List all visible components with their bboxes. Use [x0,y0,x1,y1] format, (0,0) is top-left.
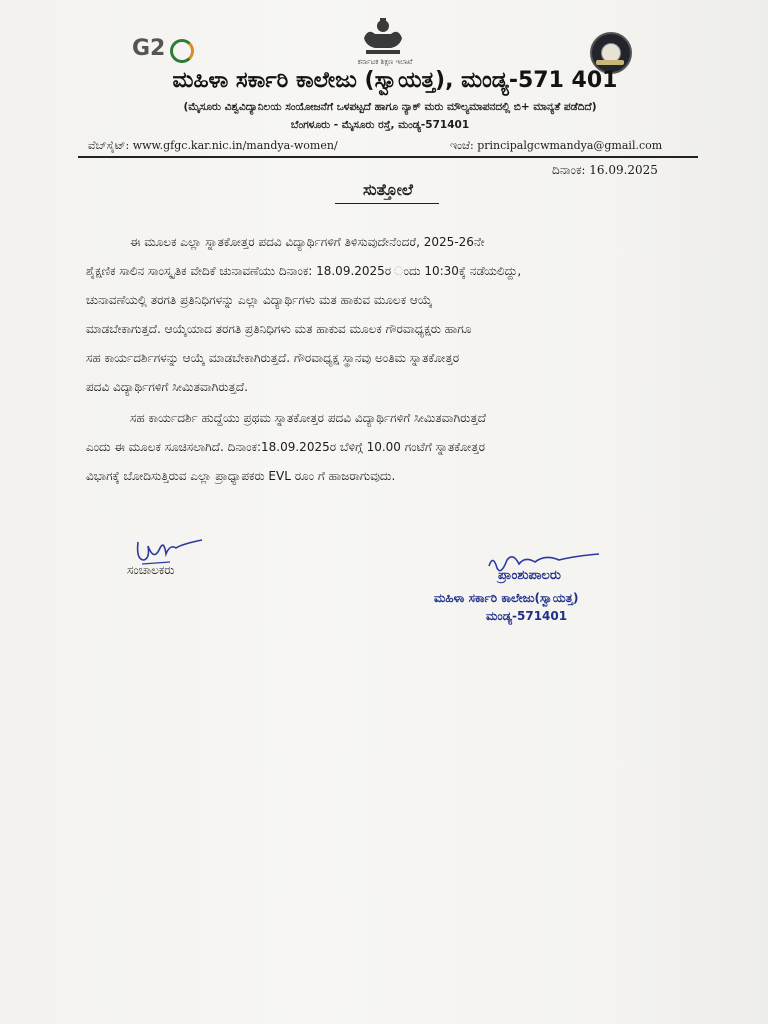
website-link[interactable]: www.gfgc.kar.nic.in/mandya-women/ [132,139,338,152]
paragraph-line: ಈ ಮೂಲಕ ಎಲ್ಲಾ ಸ್ನಾತಕೋತ್ತರ ಪದವಿ ವಿದ್ಯಾರ್ಥಿಗಳಿಗೆ ತಿಳಿಸುವುದೇನೆಂದರೆ, 2025-26ನೇ [130,235,485,249]
paragraph-2 [86,404,682,491]
paragraph-line: ವಿಭಾಗಕ್ಕೆ ಬೋದಿಸುತ್ತಿರುವ ಎಲ್ಲಾ ಪ್ರಾಧ್ಯಾಪಕರು EVL ರೂಂ ಗೆ ಹಾಜರಾಗುವುದು. [86,469,396,483]
principal-title: ಪ್ರಾಂಶುಪಾಲರು [498,568,561,583]
coordinator-label: ಸಂಚಾಲಕರು [127,563,175,577]
paragraph-line: ಪದವಿ ವಿದ್ಯಾರ್ಥಿಗಳಿಗೆ ಸೀಮಿತವಾಗಿರುತ್ತದೆ. [86,380,248,394]
affiliation-line: (ಮೈಸೂರು ವಿಶ್ವವಿದ್ಯಾನಿಲಯ ಸಂಯೋಜನೆಗೆ ಒಳಪಟ್ಟದೆ ಹಾಗೂ ನ್ಯಾಕ್ ಮರು ಮೌಲ್ಯಮಾಪನದಲ್ಲಿ ಬಿ+ ಮಾನ್ಯತೆ ಪಡೆದಿದೆ) [183,101,597,113]
letterhead-divider [78,156,698,158]
emblem-caption: ಕರ್ನಾಟಕ ಶಿಕ್ಷಣ ಇಲಾಖೆ [357,58,413,66]
g20-ring-icon [170,39,194,63]
paragraph-1 [86,228,682,402]
paragraph-line: ಸಹ ಕಾರ್ಯದರ್ಶಿಗಳನ್ನು ಆಯ್ಕೆ ಮಾಡಬೇಕಾಗಿರುತ್ತದೆ. ಗೌರವಾಧ್ಯಕ್ಷ ಸ್ಥಾನವು ಅಂತಿಮ ಸ್ನಾತಕೋತ್ತರ [86,351,460,365]
email-label: ಇಂಚೆ: [450,139,474,152]
email-link[interactable]: principalgcwmandya@gmail.com [477,139,663,152]
paragraph-line: ಮಾಡಬೇಕಾಗುತ್ತದೆ. ಆಯ್ಕೆಯಾದ ತರಗತಿ ಪ್ರತಿನಿಧಿಗಳು ಮತ ಹಾಕುವ ಮೂಲಕ ಗೌರವಾಧ್ಯಕ್ಷರು ಹಾಗೂ [86,322,472,336]
college-name: ಮಹಿಳಾ ಸರ್ಕಾರಿ ಕಾಲೇಜು (ಸ್ವಾಯತ್ತ), ಮಂಡ್ಯ-571 401 [172,68,618,93]
principal-city: ಮಂಡ್ಯ-571401 [486,609,568,623]
paragraph-line: ಸಹ ಕಾರ್ಯದರ್ಶಿ ಹುದ್ದೆಯು ಪ್ರಥಮ ಸ್ನಾತಕೋತ್ತರ ಪದವಿ ವಿದ್ಯಾರ್ಥಿಗಳಿಗೆ ಸೀಮಿತವಾಗಿರುತ್ತದೆ [130,411,486,425]
paragraph-line: ಎಂದು ಈ ಮೂಲಕ ಸೂಚಿಸಲಾಗಿದೆ. ದಿನಾಂಕ:18.09.2025ರ ಬೆಳಿಗ್ಗೆ 10.00 ಗಂಟೆಗೆ ಸ್ನಾತಕೋತ್ತರ [86,440,485,454]
email-line [450,139,662,153]
paragraph-line: ಚುನಾವಣೆಯಲ್ಲಿ ತರಗತಿ ಪ್ರತಿನಿಧಿಗಳನ್ನು ಎಲ್ಲಾ ವಿದ್ಯಾರ್ಥಿಗಳು ಮತ ಹಾಕುವ ಮೂಲಕ ಆಯ್ಕೆ [86,293,433,307]
heading-underline [335,203,439,204]
circular-heading: ಸುತ್ತೋಲೆ [363,180,413,199]
principal-college: ಮಹಿಳಾ ಸರ್ಕಾರಿ ಕಾಲೇಜು(ಸ್ವಾಯತ್ತ) [434,591,579,605]
g20-logo-text: G2 [132,36,166,61]
website-line [88,139,338,153]
college-address: ಬೆಂಗಳೂರು - ಮೈಸೂರು ರಸ್ತೆ, ಮಂಡ್ಯ-571401 [290,119,470,131]
website-label: ವೆಬ್‌ಸೈಟ್: [88,139,130,152]
paragraph-line: ಶೈಕ್ಷಣಿಕ ಸಾಲಿನ ಸಾಂಸ್ಕೃತಿಕ ವೇದಿಕೆ ಚುನಾವಣೆಯು ದಿನಾಂಕ: 18.09.2025ರ ಂದು 10:30ಕ್ಕೆ ನಡೆಯಲಿದ್ದು, [86,264,522,278]
state-emblem-icon [358,16,408,60]
circular-date: ದಿನಾಂಕ: 16.09.2025 [552,163,658,177]
